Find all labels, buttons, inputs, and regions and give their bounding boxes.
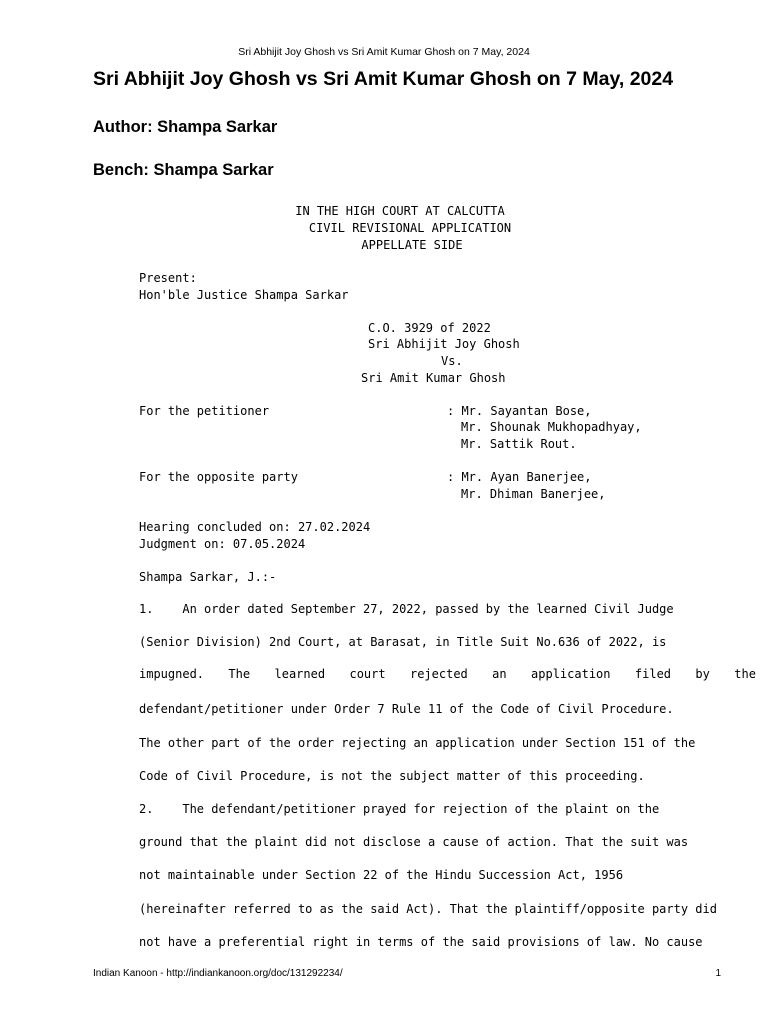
court-side: APPELLATE SIDE xyxy=(361,238,463,252)
paragraph-2-line: ground that the plaint did not disclose a cause of action. That the suit was xyxy=(139,835,689,849)
court-name: IN THE HIGH COURT AT CALCUTTA xyxy=(295,204,505,218)
word: filed xyxy=(634,667,672,681)
petitioner-counsel-3: Mr. Sattik Rout. xyxy=(461,437,577,451)
author-line: Author: Shampa Sarkar xyxy=(93,118,278,136)
paragraph-2-line: not maintainable under Section 22 of the Hindu Succession Act, 1956 xyxy=(139,868,624,882)
present-label: Present: xyxy=(139,271,197,285)
word: learned xyxy=(274,667,326,681)
paragraph-2-line: 2. The defendant/petitioner prayed for rejection of the plaint on the xyxy=(139,802,660,816)
opposite-counsel-1: : Mr. Ayan Banerjee, xyxy=(447,470,592,484)
court-application-type: CIVIL REVISIONAL APPLICATION xyxy=(308,221,512,235)
paragraph-1-line: 1. An order dated September 27, 2022, passed by the learned Civil Judge xyxy=(139,602,674,616)
running-header: Sri Abhijit Joy Ghosh vs Sri Amit Kumar Ghosh on 7 May, 2024 xyxy=(238,46,530,58)
word: The xyxy=(228,667,251,681)
presiding-judge: Hon'ble Justice Shampa Sarkar xyxy=(139,288,349,302)
judgment-date: Judgment on: 07.05.2024 xyxy=(139,537,306,551)
paragraph-2-line: (hereinafter referred to as the said Act). That the plaintiff/opposite party did xyxy=(139,902,717,916)
paragraph-1-line: Code of Civil Procedure, is not the subject matter of this proceeding. xyxy=(139,769,645,783)
versus-label: Vs. xyxy=(441,354,463,368)
hearing-date: Hearing concluded on: 27.02.2024 xyxy=(139,520,371,534)
paragraph-1-line: The other part of the order rejecting an application under Section 151 of the xyxy=(139,736,696,750)
word: an xyxy=(492,667,507,681)
paragraph-1-line: defendant/petitioner under Order 7 Rule 11 of the Code of Civil Procedure. xyxy=(139,702,674,716)
word: the xyxy=(734,667,756,681)
word: impugned. xyxy=(139,667,205,681)
respondent-name: Sri Amit Kumar Ghosh xyxy=(361,371,506,385)
petitioner-counsel-label: For the petitioner xyxy=(139,404,270,418)
petitioner-counsel-1: : Mr. Sayantan Bose, xyxy=(447,404,592,418)
paragraph-1-line: (Senior Division) 2nd Court, at Barasat, in Title Suit No.636 of 2022, is xyxy=(139,635,667,649)
petitioner-counsel-2: Mr. Shounak Mukhopadhyay, xyxy=(461,420,642,434)
bench-line: Bench: Shampa Sarkar xyxy=(93,161,274,179)
word: application xyxy=(531,667,611,681)
word: by xyxy=(695,667,710,681)
petitioner-name: Sri Abhijit Joy Ghosh xyxy=(368,337,520,351)
paragraph-2-line: not have a preferential right in terms of the said provisions of law. No cause xyxy=(139,935,703,949)
document-title: Sri Abhijit Joy Ghosh vs Sri Amit Kumar Ghosh on 7 May, 2024 xyxy=(93,68,674,90)
judgment-author-line: Shampa Sarkar, J.:- xyxy=(139,570,277,584)
opposite-counsel-2: Mr. Dhiman Banerjee, xyxy=(461,487,606,501)
page-number: 1 xyxy=(715,968,721,979)
word: rejected xyxy=(409,667,468,681)
footer-source-link[interactable]: Indian Kanoon - http://indiankanoon.org/doc/131292234/ xyxy=(93,968,343,979)
paragraph-1-justified-line xyxy=(139,667,756,681)
case-number: C.O. 3929 of 2022 xyxy=(368,321,491,335)
opposite-counsel-label: For the opposite party xyxy=(139,470,298,484)
word: court xyxy=(349,667,386,681)
